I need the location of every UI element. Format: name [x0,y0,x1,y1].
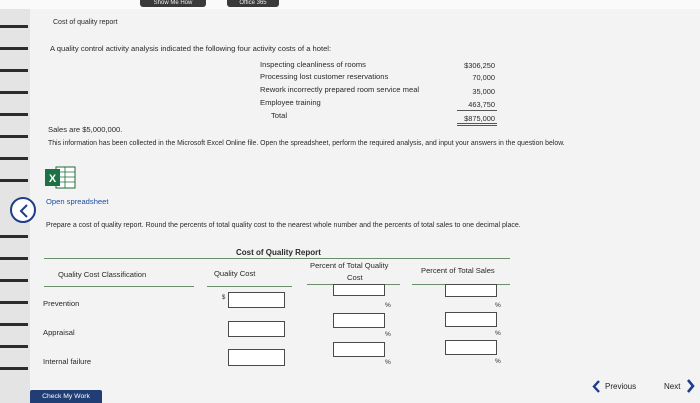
col-header-classification: Quality Cost Classification [58,270,147,279]
cost-value: 463,750 [468,100,495,109]
internal-failure-pct-cost-input[interactable] [333,342,385,357]
appraisal-pct-cost-input[interactable] [333,313,385,328]
internal-failure-cost-input[interactable] [228,349,285,366]
instruction-text: Prepare a cost of quality report. Round the percents of total quality cost to the nearest whole number and the percents of total sales to one decimal place. [46,222,521,229]
row-label: Appraisal [43,328,75,337]
office-365-button[interactable]: Office 365 [227,0,279,7]
table-top-rule [44,258,510,259]
appraisal-cost-input[interactable] [228,321,285,337]
col-header-pct-cost-2: Cost [347,273,363,282]
strip-line [0,69,28,72]
next-arrow-icon[interactable] [686,379,695,393]
appraisal-pct-sales-input[interactable] [445,312,497,327]
open-spreadsheet-link[interactable]: Open spreadsheet [46,197,109,206]
strip-line [0,47,28,50]
cost-label: Processing lost customer reservations [260,72,389,81]
cost-value: 35,000 [472,87,495,96]
col-header-pct-cost: Percent of Total Quality [310,261,389,270]
row-label: Prevention [43,299,80,308]
top-toolbar [0,0,700,9]
header-underline [207,286,292,287]
strip-line [0,135,28,138]
total-value: $875,000 [464,114,495,123]
prevention-pct-cost-input[interactable] [333,284,385,296]
percent-sign: % [495,358,501,365]
report-title: Cost of Quality Report [236,248,321,257]
strip-line [0,25,28,28]
check-my-work-button[interactable]: Check My Work [30,390,102,403]
cost-value: 70,000 [472,73,495,82]
show-me-how-button[interactable]: Show Me How [140,0,206,7]
intro-text: A quality control activity analysis indicated the following four activity costs of a hotel: [50,44,332,53]
internal-failure-pct-sales-input[interactable] [445,340,497,355]
header-underline [44,286,194,287]
col-header-cost: Quality Cost [214,269,256,278]
strip-line [0,323,28,326]
strip-line [0,257,28,260]
cost-label: Rework incorrectly prepared room service meal [260,85,420,94]
strip-line [0,367,28,370]
percent-sign: % [385,331,391,338]
row-label: Internal failure [43,357,92,366]
percent-sign: % [495,330,501,337]
cost-label: Employee training [260,98,321,107]
excel-icon[interactable] [44,166,76,189]
strip-line [0,157,28,160]
report-heading: Cost of quality report [53,19,118,26]
prevention-cost-input[interactable] [228,292,285,308]
sales-text: Sales are $5,000,000. [48,125,123,134]
next-button[interactable]: Next [664,382,681,391]
strip-line [0,301,28,304]
cost-label: Inspecting cleanliness of rooms [260,60,366,69]
col-header-pct-sales: Percent of Total Sales [421,266,495,275]
dollar-sign: $ [222,295,226,301]
cost-value: $306,250 [464,61,495,70]
strip-line [0,345,28,348]
chevron-left-icon [18,204,30,218]
percent-sign: % [385,359,391,366]
collapse-button[interactable] [10,197,36,223]
double-underline [457,125,497,126]
previous-button[interactable]: Previous [605,382,637,391]
strip-line [0,235,28,238]
double-underline [457,123,497,124]
prevention-pct-sales-input[interactable] [445,284,497,297]
previous-arrow-icon[interactable] [592,380,601,393]
svg-text:X: X [48,173,57,185]
total-label: Total [271,111,288,120]
percent-sign: % [385,302,391,309]
strip-line [0,113,28,116]
strip-line [0,279,28,282]
strip-line [0,179,28,182]
info-text: This information has been collected in the Microsoft Excel Online file. Open the spreadsheet, perform the required analysis, and input your answers in the question below. [48,140,565,147]
sum-line [457,110,497,111]
strip-line [0,91,28,94]
percent-sign: % [495,302,501,309]
